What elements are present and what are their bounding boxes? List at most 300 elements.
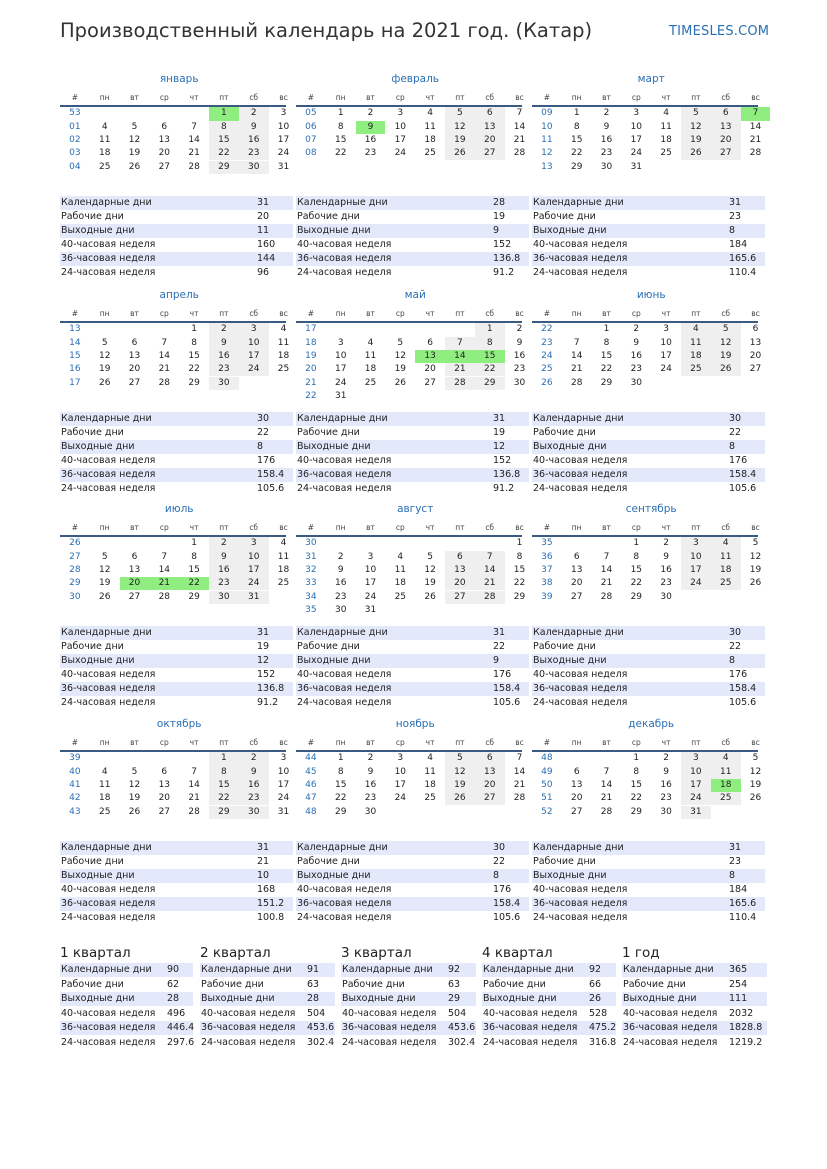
weekend-day-cell: 6 [711, 107, 741, 120]
week-number: 44 [305, 753, 317, 764]
weekday-header: вс [751, 309, 760, 318]
day-cell: 8 [191, 551, 197, 562]
weekend-day-cell: 26 [711, 363, 741, 376]
weekend-day-cell: 31 [239, 591, 269, 604]
weekend-day-cell: 30 [239, 161, 269, 174]
weekend-day-cell: 2 [209, 537, 239, 550]
summary-row [60, 992, 193, 1006]
weekday-header: ср [159, 523, 169, 532]
day-cell: 15 [630, 779, 643, 790]
stat-value: 22 [493, 856, 506, 867]
weekend-day-cell: 8 [209, 766, 239, 779]
day-cell: 1 [573, 108, 580, 119]
stat-row [296, 238, 529, 252]
day-cell: 4 [663, 108, 669, 119]
weekday-header: ср [159, 93, 169, 102]
stat-label: Календарные дни [61, 413, 152, 424]
week-number: 22 [305, 390, 317, 401]
day-cell: 22 [630, 578, 643, 589]
day-cell: 8 [337, 766, 344, 777]
summary-row [622, 1021, 767, 1035]
day-cell: 12 [128, 134, 141, 145]
stat-row [60, 468, 293, 482]
stat-value: 8 [729, 441, 736, 452]
weekday-header: вт [366, 309, 375, 318]
stat-label: 36-часовая неделя [297, 898, 392, 909]
stat-label: Календарные дни [533, 413, 624, 424]
day-cell: 8 [516, 551, 523, 562]
day-cell: 11 [98, 779, 111, 790]
day-cell: 12 [424, 564, 436, 575]
stat-value: 11 [257, 225, 270, 236]
day-cell: 18 [424, 779, 436, 790]
day-cell: 16 [364, 779, 377, 790]
weekend-day-cell: 14 [475, 564, 505, 577]
week-number: 34 [305, 591, 317, 602]
weekday-header: пн [571, 738, 582, 747]
day-cell: 1 [191, 324, 197, 335]
week-number: 26 [69, 538, 81, 549]
stat-row [532, 897, 765, 911]
summary-row [622, 978, 767, 992]
holiday-day-cell: 9 [356, 121, 386, 134]
stat-row [296, 855, 529, 869]
weekend-day-cell: 13 [445, 564, 475, 577]
day-cell: 24 [630, 148, 643, 159]
weekend-day-cell: 24 [239, 577, 269, 590]
day-cell: 16 [364, 134, 377, 145]
stat-value: 152 [493, 239, 512, 250]
day-cell: 17 [394, 779, 407, 790]
day-cell: 15 [513, 564, 526, 575]
day-cell: 12 [749, 766, 762, 777]
weekday-header: сб [249, 309, 259, 318]
day-cell: 28 [513, 793, 526, 804]
weekday-header: чт [189, 738, 199, 747]
stat-row [296, 412, 529, 426]
stat-row [532, 238, 765, 252]
stat-value: 8 [729, 225, 736, 236]
day-cell: 14 [513, 766, 526, 777]
stat-row [296, 196, 529, 210]
stat-value: 144 [257, 253, 276, 264]
weekend-day-cell: 27 [711, 147, 741, 160]
stat-row [532, 440, 765, 454]
stat-row [60, 668, 293, 682]
day-cell: 12 [128, 779, 141, 790]
weekday-header: сб [249, 738, 259, 747]
weekend-day-cell: 28 [445, 377, 475, 390]
summary-label: 24-часовая неделя [61, 1036, 156, 1048]
stat-row [60, 654, 293, 668]
stat-value: 31 [257, 627, 270, 638]
day-cell: 2 [603, 108, 610, 119]
summary-label: 36-часовая неделя [201, 1022, 296, 1033]
stat-value: 31 [729, 842, 742, 853]
weekday-header: пн [99, 93, 110, 102]
stat-label: Рабочие дни [61, 427, 124, 438]
stat-row [60, 883, 293, 897]
stat-row [296, 654, 529, 668]
week-number: 41 [69, 779, 81, 790]
weekday-header: пн [335, 93, 346, 102]
summary-label: Рабочие дни [623, 978, 686, 990]
day-cell: 5 [427, 551, 433, 562]
day-cell: 26 [128, 806, 141, 817]
stat-label: 36-часовая неделя [61, 683, 156, 694]
weekday-header: вт [130, 523, 139, 532]
day-cell: 21 [749, 134, 762, 145]
weekend-day-cell: 25 [711, 792, 741, 805]
stat-row [532, 668, 765, 682]
weekend-day-cell: 4 [711, 752, 741, 765]
weekend-day-cell: 25 [681, 363, 711, 376]
stat-label: 24-часовая неделя [61, 697, 156, 708]
week-number: 23 [541, 337, 553, 348]
day-cell: 29 [630, 591, 643, 602]
week-number: 39 [541, 591, 553, 602]
day-cell: 6 [131, 337, 138, 348]
stat-label: Календарные дни [297, 413, 388, 424]
stat-value: 184 [729, 884, 748, 895]
stat-value: 23 [729, 856, 742, 867]
weekend-day-cell: 24 [681, 577, 711, 590]
day-cell: 24 [277, 148, 290, 159]
day-cell: 20 [570, 793, 583, 804]
week-number: 19 [305, 350, 317, 361]
month-title: декабрь [628, 718, 675, 730]
stat-row [60, 210, 293, 224]
day-cell: 31 [277, 806, 290, 817]
stat-label: Выходные дни [61, 441, 135, 452]
holiday-day-cell: 14 [445, 350, 475, 363]
weekend-day-cell: 12 [681, 121, 711, 134]
stat-value: 8 [729, 870, 736, 881]
summary-row [200, 1021, 335, 1035]
day-cell: 18 [98, 793, 111, 804]
weekend-day-cell: 12 [711, 337, 741, 350]
summary-row [341, 1036, 476, 1050]
summary-label: Выходные дни [623, 993, 697, 1004]
day-cell: 6 [161, 766, 168, 777]
stat-value: 152 [257, 669, 276, 680]
summary-label: Рабочие дни [201, 978, 264, 990]
summary-value: 302.4 [307, 1036, 335, 1048]
summary-label: Выходные дни [342, 993, 416, 1004]
weekday-header: вт [130, 309, 139, 318]
month-title: июль [164, 503, 194, 515]
stat-value: 96 [257, 267, 270, 278]
summary-row [200, 1007, 335, 1021]
stat-label: 24-часовая неделя [533, 697, 628, 708]
weekend-day-cell: 26 [445, 792, 475, 805]
day-cell: 9 [367, 766, 374, 777]
day-cell: 11 [424, 121, 436, 132]
weekend-day-cell: 27 [475, 147, 505, 160]
stat-row [532, 224, 765, 238]
day-cell: 27 [158, 806, 171, 817]
weekend-day-cell: 6 [475, 107, 505, 120]
stat-row [532, 252, 765, 266]
weekday-header: ср [631, 93, 641, 102]
stat-row [532, 210, 765, 224]
summary-value: 2032 [729, 1007, 754, 1019]
stat-value: 30 [493, 842, 506, 853]
week-number: 35 [305, 604, 317, 615]
stat-row [532, 482, 765, 496]
stat-value: 10 [257, 870, 270, 881]
stat-value: 12 [493, 441, 506, 452]
summary-row [60, 1021, 193, 1035]
stat-label: Календарные дни [297, 842, 388, 853]
day-cell: 13 [128, 350, 141, 361]
weekday-header: сб [249, 93, 259, 102]
summary-value: 316.8 [589, 1036, 617, 1048]
day-cell: 6 [427, 337, 433, 348]
month-title: август [397, 503, 434, 515]
site-link[interactable]: TIMESLES.COM [669, 24, 770, 39]
day-cell: 10 [394, 121, 407, 132]
week-number: 07 [305, 134, 317, 145]
weekend-day-cell: 21 [445, 363, 475, 376]
stat-label: Рабочие дни [297, 856, 360, 867]
week-number: 05 [305, 108, 317, 119]
stat-value: 21 [257, 856, 270, 867]
week-number: 15 [69, 350, 81, 361]
day-cell: 25 [364, 377, 377, 388]
day-cell: 1 [191, 538, 197, 549]
summary-label: Рабочие дни [61, 978, 124, 990]
holiday-day-cell: 20 [120, 577, 150, 590]
week-number: 50 [541, 779, 553, 790]
weekend-day-cell: 16 [239, 134, 269, 147]
stat-label: 24-часовая неделя [533, 483, 628, 494]
stat-value: 105.6 [729, 697, 757, 708]
weekend-day-cell: 22 [209, 147, 239, 160]
weekday-header: чт [661, 738, 671, 747]
stat-label: Рабочие дни [61, 641, 124, 652]
day-cell: 13 [158, 779, 171, 790]
day-cell: 22 [513, 578, 526, 589]
weekend-day-cell: 1 [209, 752, 239, 765]
weekend-day-cell: 4 [681, 323, 711, 336]
day-cell: 21 [188, 148, 200, 159]
day-cell: 8 [191, 337, 197, 348]
header-rule [296, 535, 522, 537]
weekday-header: вс [515, 93, 524, 102]
day-cell: 15 [630, 564, 643, 575]
day-cell: 28 [188, 806, 200, 817]
day-cell: 11 [277, 337, 290, 348]
day-cell: 18 [98, 148, 111, 159]
stat-value: 12 [257, 655, 270, 666]
summary-label: 36-часовая неделя [623, 1022, 718, 1033]
day-cell: 10 [334, 350, 347, 361]
week-number: 46 [305, 779, 317, 790]
weekday-header: чт [189, 523, 199, 532]
stat-value: 30 [729, 413, 742, 424]
day-cell: 11 [394, 564, 407, 575]
day-cell: 23 [660, 578, 672, 589]
summary-value: 26 [589, 993, 602, 1004]
summary-value: 1828.8 [729, 1022, 763, 1033]
weekday-header: вт [602, 523, 611, 532]
week-number: 38 [541, 578, 553, 589]
weekend-day-cell: 20 [475, 134, 505, 147]
weekend-day-cell: 13 [711, 121, 741, 134]
stat-value: 136.8 [257, 683, 285, 694]
weekend-day-cell: 5 [681, 107, 711, 120]
page-title: Производственный календарь на 2021 год. (Катар) [60, 19, 593, 42]
day-cell: 17 [660, 350, 672, 361]
weekday-header: вс [279, 523, 288, 532]
stat-value: 30 [729, 627, 742, 638]
stat-value: 176 [493, 669, 512, 680]
stat-label: 40-часовая неделя [297, 239, 392, 250]
day-cell: 4 [367, 337, 374, 348]
day-cell: 21 [158, 364, 171, 375]
summary-label: Выходные дни [61, 993, 135, 1004]
weekend-day-cell: 20 [711, 134, 741, 147]
day-cell: 29 [188, 591, 200, 602]
day-cell: 29 [513, 591, 526, 602]
day-cell: 15 [600, 350, 613, 361]
weekday-header: пт [691, 309, 701, 318]
day-cell: 31 [630, 161, 643, 172]
week-number: 30 [305, 538, 317, 549]
day-cell: 27 [128, 377, 141, 388]
summary-label: Рабочие дни [342, 978, 405, 990]
summary-row [60, 963, 193, 977]
weekday-header: пт [455, 93, 465, 102]
day-cell: 20 [570, 578, 583, 589]
stat-value: 22 [257, 427, 270, 438]
weekday-header: чт [189, 309, 199, 318]
day-cell: 7 [573, 337, 580, 348]
stat-value: 158.4 [493, 898, 521, 909]
summary-value: 297.6 [167, 1036, 195, 1048]
weekday-header: сб [721, 309, 731, 318]
stat-row [532, 454, 765, 468]
day-cell: 12 [98, 564, 111, 575]
day-cell: 23 [660, 793, 672, 804]
weekend-day-cell: 30 [209, 591, 239, 604]
week-number-header: # [543, 93, 551, 102]
weekend-day-cell: 27 [475, 792, 505, 805]
day-cell: 23 [600, 148, 613, 159]
day-cell: 28 [600, 591, 613, 602]
weekend-day-cell: 15 [209, 134, 239, 147]
stat-value: 31 [257, 197, 270, 208]
day-cell: 24 [364, 591, 377, 602]
summary-row [482, 978, 616, 992]
stat-row [296, 482, 529, 496]
weekend-day-cell: 19 [445, 134, 475, 147]
weekday-header: ср [395, 738, 405, 747]
stat-row [296, 883, 529, 897]
weekday-header: чт [189, 93, 199, 102]
week-number: 35 [541, 538, 553, 549]
weekend-day-cell: 22 [475, 363, 505, 376]
stat-row [296, 682, 529, 696]
weekend-day-cell: 20 [445, 577, 475, 590]
day-cell: 24 [277, 793, 290, 804]
weekday-header: пт [455, 523, 465, 532]
day-cell: 26 [98, 591, 111, 602]
holiday-day-cell: 13 [415, 350, 445, 363]
day-cell: 11 [364, 350, 377, 361]
stat-value: 176 [493, 884, 512, 895]
stat-label: 24-часовая неделя [533, 267, 628, 278]
day-cell: 5 [397, 337, 404, 348]
day-cell: 16 [660, 564, 672, 575]
stat-value: 91.2 [493, 267, 515, 278]
weekday-header: пн [335, 309, 346, 318]
day-cell: 11 [660, 121, 672, 132]
day-cell: 24 [394, 793, 407, 804]
day-cell: 4 [397, 551, 404, 562]
day-cell: 9 [337, 564, 344, 575]
day-cell: 20 [158, 148, 171, 159]
summary-row [482, 1036, 616, 1050]
weekend-day-cell: 13 [475, 766, 505, 779]
day-cell: 22 [188, 364, 200, 375]
weekday-header: пт [219, 93, 229, 102]
stat-label: Выходные дни [297, 870, 371, 881]
weekday-header: ср [159, 738, 169, 747]
day-cell: 25 [660, 148, 672, 159]
stat-row [296, 252, 529, 266]
summary-label: 40-часовая неделя [201, 1007, 296, 1019]
weekday-header: чт [661, 93, 671, 102]
stat-label: Выходные дни [297, 225, 371, 236]
holiday-day-cell: 7 [741, 107, 771, 120]
day-cell: 22 [334, 793, 347, 804]
day-cell: 2 [633, 324, 640, 335]
day-cell: 14 [600, 779, 613, 790]
week-number-header: # [543, 523, 551, 532]
day-cell: 14 [749, 121, 762, 132]
month-title: июнь [636, 289, 666, 301]
holiday-day-cell: 18 [711, 779, 741, 792]
week-number-header: # [307, 309, 315, 318]
summary-row [341, 1007, 476, 1021]
stat-value: 158.4 [257, 469, 285, 480]
weekend-day-cell: 9 [239, 766, 269, 779]
stat-value: 110.4 [729, 267, 757, 278]
day-cell: 21 [513, 779, 526, 790]
summary-title: 2 квартал [200, 945, 271, 961]
week-number: 13 [69, 324, 81, 335]
day-cell: 4 [280, 538, 287, 549]
day-cell: 10 [660, 337, 672, 348]
stat-value: 165.6 [729, 253, 757, 264]
stat-value: 22 [729, 427, 742, 438]
stat-label: Выходные дни [533, 870, 607, 881]
weekday-header: пн [335, 738, 346, 747]
day-cell: 19 [98, 578, 111, 589]
day-cell: 26 [394, 377, 407, 388]
weekend-day-cell: 11 [681, 337, 711, 350]
week-number: 52 [541, 806, 553, 817]
stat-row [296, 668, 529, 682]
day-cell: 4 [280, 324, 287, 335]
stat-label: 36-часовая неделя [297, 253, 392, 264]
day-cell: 29 [188, 377, 200, 388]
stat-value: 19 [257, 641, 270, 652]
stat-row [296, 224, 529, 238]
summary-label: 40-часовая неделя [342, 1007, 437, 1019]
